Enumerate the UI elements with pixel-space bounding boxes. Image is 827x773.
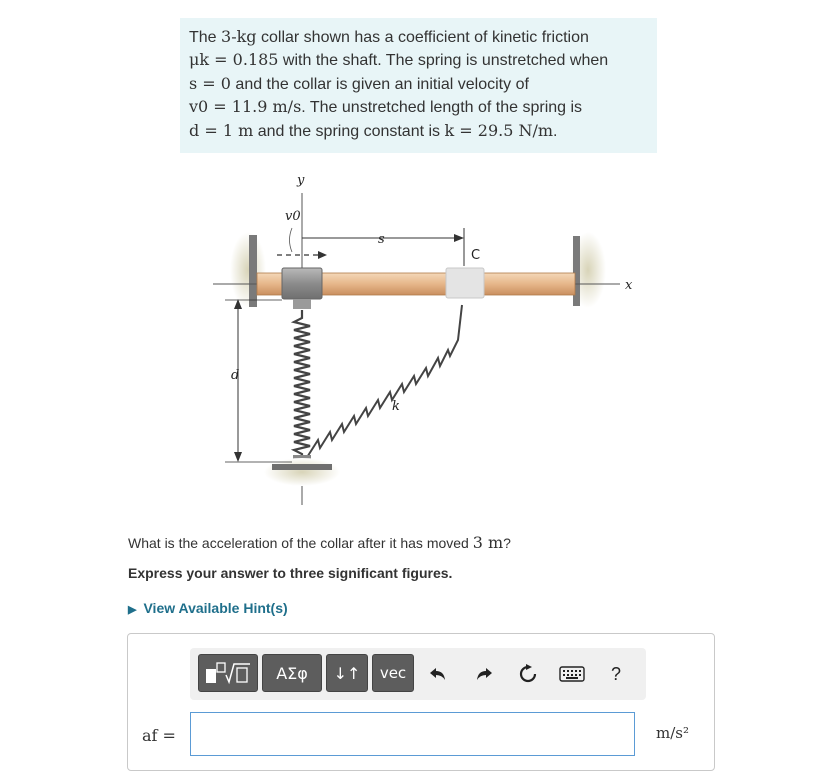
greek-symbols-button[interactable]: ΑΣφ xyxy=(262,654,322,692)
label-x: x xyxy=(625,278,633,293)
caret-right-icon: ▶ xyxy=(128,604,137,616)
collar xyxy=(282,268,322,299)
math-toolbar xyxy=(190,648,646,700)
left-wall-plate xyxy=(249,235,257,307)
diagonal-spring xyxy=(304,305,462,462)
answer-input[interactable] xyxy=(190,712,635,756)
collar-connector xyxy=(293,299,311,309)
base-bar xyxy=(272,464,332,470)
answer-panel xyxy=(127,633,715,771)
templates-icon xyxy=(204,660,252,686)
spring-constant: k = 29.5 N/m xyxy=(444,120,554,140)
help-button[interactable]: ? xyxy=(610,663,621,684)
redo-icon[interactable] xyxy=(472,662,496,686)
problem-line-3: s = 0 and the collar is given an initial velocity of xyxy=(189,73,529,93)
question-text: What is the acceleration of the collar after it has moved 3 m? xyxy=(128,533,511,552)
unstretched-length: d = 1 m xyxy=(189,120,254,140)
vertical-spring xyxy=(294,310,310,462)
reset-icon[interactable] xyxy=(516,662,540,686)
initial-velocity: v0 = 11.9 m/s xyxy=(189,97,302,117)
view-hints-link[interactable] xyxy=(128,600,288,616)
s-arrow xyxy=(454,234,464,242)
problem-line-2: μk = 0.185 with the shaft. The spring is unstretched when xyxy=(189,50,609,70)
problem-statement xyxy=(180,18,657,153)
left-wall-mount xyxy=(230,232,266,308)
label-s: s xyxy=(378,232,385,247)
problem-line-1: The 3-kg collar shown has a coefficient of kinetic friction xyxy=(189,27,589,46)
label-k: k xyxy=(392,399,400,414)
collar-spring-figure xyxy=(200,165,660,515)
undo-icon[interactable] xyxy=(426,662,450,686)
question-distance: 3 m xyxy=(472,533,504,552)
hint-label: View Available Hint(s) xyxy=(143,600,288,616)
answer-units: m/s² xyxy=(656,724,689,742)
label-v0: v0 xyxy=(285,209,301,224)
problem-line-4: v0 = 11.9 m/s. The unstretched length of the spring is xyxy=(189,97,583,117)
v0-arrow-head xyxy=(318,251,327,259)
collar-position-c xyxy=(446,268,484,298)
vector-button[interactable]: vec xyxy=(372,654,414,692)
initial-position: s = 0 xyxy=(189,73,231,93)
answer-variable-label: af = xyxy=(142,726,176,745)
label-y: y xyxy=(297,173,305,188)
label-c: C xyxy=(471,248,481,263)
right-wall-plate xyxy=(573,236,580,306)
d-arrow-bottom xyxy=(234,452,242,462)
mass-value: 3-kg xyxy=(221,27,257,46)
problem-line-5: d = 1 m and the spring constant is k = 29.5 N/m. xyxy=(189,120,558,140)
v0-leader xyxy=(290,228,293,252)
subscript-superscript-button[interactable]: ↓↑ xyxy=(326,654,368,692)
label-d: d xyxy=(231,368,240,383)
templates-button[interactable] xyxy=(198,654,258,692)
keyboard-icon[interactable] xyxy=(558,662,586,686)
friction-coefficient: μk = 0.185 xyxy=(189,50,279,70)
answer-instruction: Express your answer to three significant figures. xyxy=(128,565,453,581)
